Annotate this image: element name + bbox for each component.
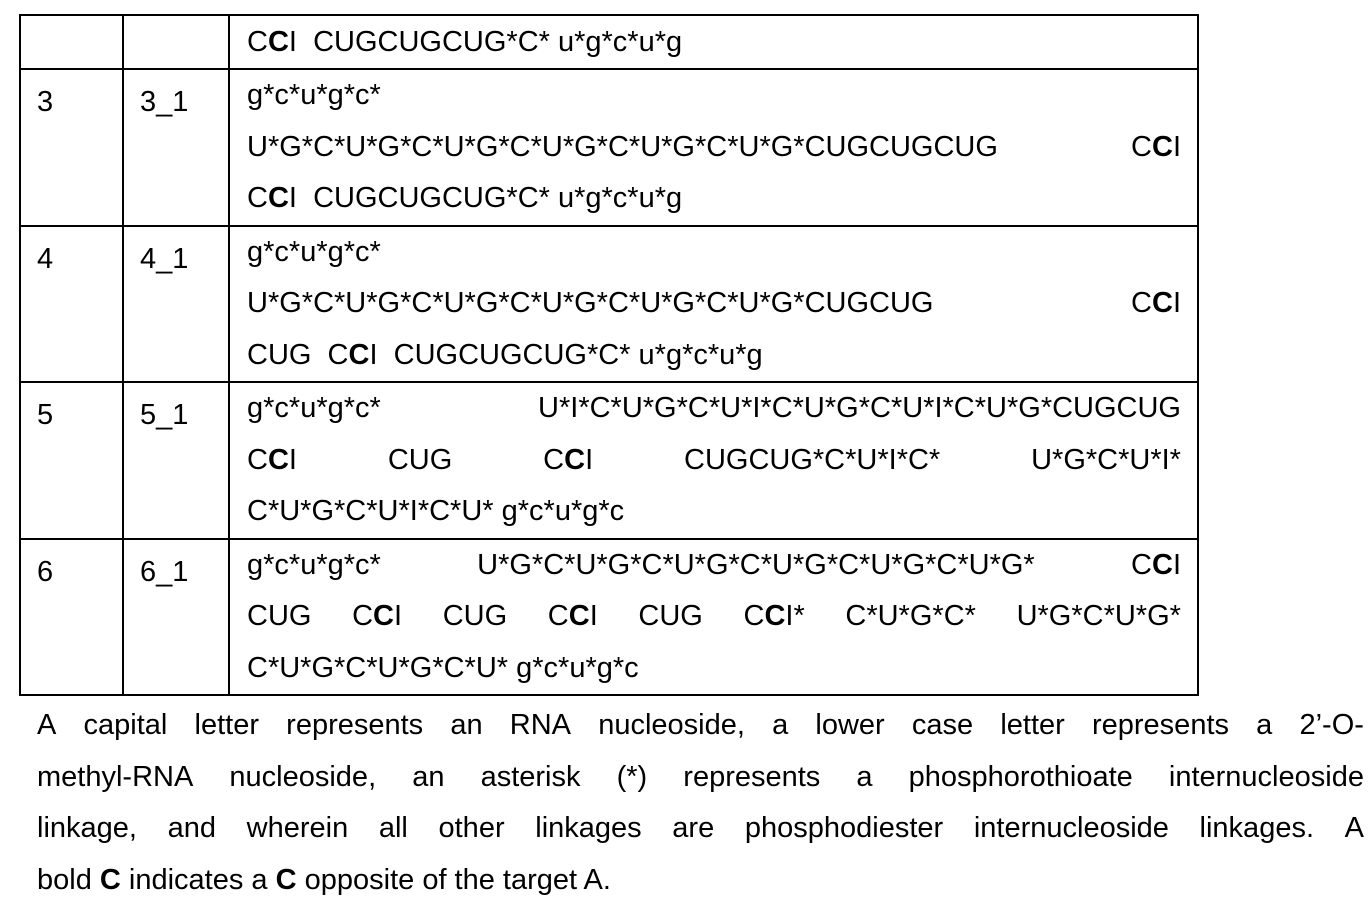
footnote-word: A: [37, 709, 57, 741]
footnote-line: [37, 700, 1364, 752]
sequence-text: U*G*C*U*G*C*U*G*C*U*G*C*U*G*C*U*G*: [477, 548, 1035, 581]
sequence-cell: [229, 382, 1198, 539]
compound-number-cell: 4: [20, 226, 123, 383]
footnote-word: letter: [194, 709, 259, 741]
sequence-token: [247, 643, 639, 695]
footnote-word: represents: [1091, 709, 1229, 741]
sequence-line: [247, 435, 1181, 487]
sequence-token: [443, 591, 507, 643]
sequence-token: [1131, 540, 1181, 592]
sequence-line: [247, 278, 1181, 330]
sequence-text: CUG C: [247, 338, 349, 371]
table-row: [20, 539, 1198, 696]
sequence-text: CUG: [387, 443, 453, 476]
footnote-text: opposite of the target A.: [296, 863, 611, 896]
sequence-token: [247, 330, 763, 382]
sequence-text: I: [1172, 287, 1181, 319]
bold-target-c: C: [1151, 130, 1173, 163]
compound-number-cell: 6: [20, 539, 123, 696]
sequence-text: C: [1131, 130, 1152, 163]
footnote-word: linkage,: [37, 812, 137, 844]
sequence-cell: [229, 226, 1198, 383]
sequence-text: C*U*G*C*U*G*C*U* g*c*u*g*c: [247, 651, 639, 684]
bold-target-c: C: [1151, 548, 1173, 581]
sequence-cell: [229, 15, 1198, 69]
sequence-line: [247, 540, 1181, 592]
bold-target-c: C: [568, 600, 590, 632]
footnote-word: asterisk: [480, 760, 581, 793]
sequence-text: CUGCUG*C*U*I*C*: [684, 443, 941, 476]
footnote-line: [37, 752, 1364, 804]
sequence-table: [19, 14, 1199, 696]
footnote-word: an: [412, 760, 445, 793]
footnote-word: methyl-RNA: [37, 760, 194, 793]
footnote-word: nucleoside,: [229, 760, 377, 793]
footnote: [37, 700, 1364, 906]
sequence-token: [1031, 435, 1181, 487]
sequence-id-cell: [123, 15, 229, 69]
sequence-text: I CUGCUGCUG*C* u*g*c*u*g: [288, 182, 683, 214]
bold-target-c: C: [267, 443, 289, 476]
sequence-text: I CUGCUGCUG*C* u*g*c*u*g: [288, 26, 683, 58]
bold-c: C: [275, 863, 297, 896]
sequence-line: [247, 16, 1181, 68]
footnote-word: a: [856, 760, 873, 793]
footnote-word: lower: [815, 709, 885, 741]
footnote-word: letter: [1000, 709, 1065, 741]
sequence-line: [247, 330, 1181, 382]
sequence-token: [388, 435, 452, 487]
sequence-token: [247, 486, 624, 538]
sequence-text: I: [585, 443, 594, 476]
sequence-token: [638, 591, 702, 643]
footnote-word: an: [450, 709, 483, 741]
footnote-word: capital: [83, 709, 168, 741]
sequence-text: C: [247, 182, 268, 214]
sequence-text: U*G*C*U*G*C*U*G*C*U*G*C*U*G*C*U*G*CUGCUG: [247, 287, 934, 319]
footnote-word: linkages.: [1199, 812, 1315, 844]
footnote-word: phosphodiester: [744, 812, 944, 844]
sequence-text: CUG: [247, 600, 312, 632]
bold-target-c: C: [267, 182, 289, 214]
sequence-text: C: [247, 443, 268, 476]
sequence-line: [247, 122, 1181, 174]
compound-number-cell: [20, 15, 123, 69]
bold-target-c: C: [348, 338, 370, 371]
sequence-token: [845, 591, 976, 643]
footnote-word: internucleoside: [1168, 760, 1364, 793]
footnote-word: linkages: [535, 812, 642, 844]
footnote-text: indicates a: [120, 863, 276, 896]
footnote-word: phosphorothioate: [908, 760, 1133, 793]
sequence-text: g*c*u*g*c*: [247, 548, 381, 581]
table-row: [20, 69, 1198, 226]
footnote-word: 2’-O-: [1299, 709, 1364, 741]
sequence-text: C: [1131, 287, 1152, 319]
sequence-text: U*I*C*U*G*C*U*I*C*U*G*C*U*I*C*U*G*CUGCUG: [538, 392, 1181, 424]
sequence-token: [538, 383, 1181, 435]
footnote-word: and: [167, 812, 216, 844]
footnote-word: represents: [683, 760, 821, 793]
sequence-token: [1131, 122, 1181, 174]
sequence-line: [247, 486, 1181, 538]
sequence-token: [684, 435, 940, 487]
sequence-token: [1131, 278, 1181, 330]
sequence-cell: [229, 539, 1198, 696]
sequence-line: [247, 70, 1181, 122]
sequence-text: g*c*u*g*c*: [247, 79, 381, 111]
bold-target-c: C: [373, 600, 394, 632]
bold-target-c: C: [564, 443, 586, 476]
sequence-text: U*G*C*U*G*: [1016, 600, 1181, 632]
table-row: [20, 382, 1198, 539]
sequence-text: CUG: [442, 600, 508, 632]
sequence-id-cell: 3_1: [123, 69, 229, 226]
sequence-token: [247, 591, 311, 643]
sequence-text: U*G*C*U*G*C*U*G*C*U*G*C*U*G*C*U*G*CUGCUGCUG: [247, 130, 998, 163]
sequence-text: C: [352, 600, 374, 632]
sequence-table-body: [20, 15, 1198, 695]
sequence-text: C: [247, 26, 268, 58]
compound-number-cell: 5: [20, 382, 123, 539]
footnote-word: are: [672, 812, 715, 844]
sequence-token: [247, 16, 682, 68]
bold-target-c: C: [267, 26, 289, 58]
sequence-token: [247, 173, 682, 225]
sequence-token: [247, 122, 998, 174]
footnote-word: other: [438, 812, 505, 844]
sequence-text: I: [1172, 130, 1181, 163]
table-row: [20, 226, 1198, 383]
footnote-line: [37, 803, 1364, 855]
footnote-word: all: [378, 812, 408, 844]
sequence-token: [744, 591, 805, 643]
bold-target-c: C: [1151, 287, 1173, 319]
sequence-cell: [229, 69, 1198, 226]
sequence-text: I: [1172, 548, 1181, 581]
sequence-id-cell: 5_1: [123, 382, 229, 539]
sequence-text: C*U*G*C*U*I*C*U* g*c*u*g*c: [247, 495, 625, 527]
sequence-token: [352, 591, 402, 643]
sequence-text: U*G*C*U*I*: [1031, 443, 1181, 476]
sequence-text: I: [394, 600, 403, 632]
sequence-line: [247, 643, 1181, 695]
sequence-text: I*: [785, 600, 805, 632]
sequence-text: I: [288, 443, 297, 476]
sequence-line: [247, 173, 1181, 225]
sequence-token: [1017, 591, 1181, 643]
sequence-text: g*c*u*g*c*: [247, 392, 381, 424]
sequence-id-cell: 4_1: [123, 226, 229, 383]
sequence-token: [247, 435, 297, 487]
footnote-text: bold: [37, 863, 100, 896]
footnote-word: case: [911, 709, 974, 741]
sequence-line: [247, 227, 1181, 279]
footnote-word: a: [1256, 709, 1273, 741]
footnote-line: [37, 855, 1364, 907]
footnote-word: RNA: [509, 709, 572, 741]
footnote-word: nucleoside,: [598, 709, 745, 741]
sequence-text: C: [543, 443, 565, 476]
compound-number-cell: 3: [20, 69, 123, 226]
sequence-line: [247, 591, 1181, 643]
footnote-word: A: [1344, 812, 1364, 844]
sequence-token: [477, 540, 1035, 592]
table-row: [20, 15, 1198, 69]
sequence-text: C*U*G*C*: [845, 600, 976, 632]
sequence-text: I CUGCUGCUG*C* u*g*c*u*g: [369, 338, 763, 371]
sequence-token: [247, 383, 381, 435]
footnote-word: a: [772, 709, 789, 741]
sequence-token: [247, 227, 381, 279]
sequence-token: [247, 70, 381, 122]
footnote-word: (*): [616, 760, 648, 793]
footnote-word: internucleoside: [973, 812, 1169, 844]
footnote-word: represents: [286, 709, 424, 741]
sequence-id-cell: 6_1: [123, 539, 229, 696]
footnote-word: wherein: [246, 812, 349, 844]
bold-target-c: C: [764, 600, 786, 632]
sequence-token: [548, 591, 598, 643]
sequence-text: C: [743, 600, 765, 632]
sequence-text: C: [547, 600, 569, 632]
bold-c: C: [99, 863, 121, 896]
sequence-text: C: [1131, 548, 1152, 581]
sequence-token: [247, 540, 381, 592]
sequence-text: g*c*u*g*c*: [247, 235, 381, 268]
sequence-line: [247, 383, 1181, 435]
sequence-token: [543, 435, 593, 487]
sequence-text: CUG: [638, 600, 703, 632]
sequence-text: I: [589, 600, 598, 632]
sequence-token: [247, 278, 933, 330]
